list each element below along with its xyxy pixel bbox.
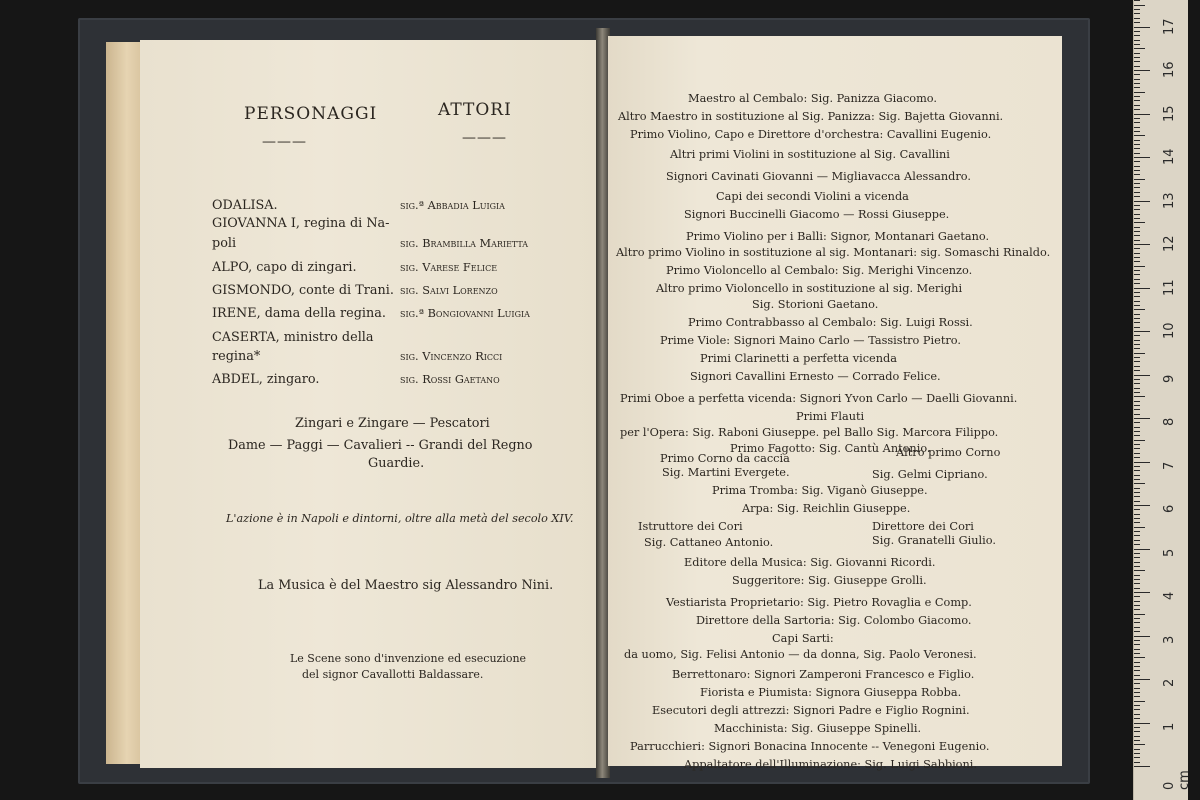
credit-line: Sig. Cattaneo Antonio.	[644, 536, 774, 549]
ruler-tick	[1134, 292, 1140, 293]
ruler-tick	[1134, 675, 1140, 676]
ruler-tick	[1134, 466, 1140, 467]
ruler-tick	[1134, 22, 1140, 23]
credit-line: Primo Violoncello al Cembalo: Sig. Merighi Vincenzo.	[666, 264, 973, 277]
ruler-tick	[1134, 540, 1140, 541]
ruler-tick	[1134, 161, 1140, 162]
ruler-tick	[1134, 422, 1140, 423]
ruler-tick	[1134, 314, 1140, 315]
ruler-tick	[1134, 479, 1140, 480]
ruler-tick	[1134, 266, 1145, 267]
ruler-tick	[1134, 261, 1140, 262]
ruler-tick	[1134, 109, 1140, 110]
ruler-tick	[1134, 61, 1140, 62]
credit-line: Altro primo Corno	[896, 446, 1001, 459]
ruler-tick	[1134, 662, 1140, 663]
ruler-tick	[1134, 100, 1140, 101]
ruler-number: 14	[1162, 148, 1177, 165]
credit-line: Altro Maestro in sostituzione al Sig. Panizza: Sig. Bajetta Giovanni.	[618, 110, 1004, 123]
credit-line: Fiorista e Piumista: Signora Giuseppa Robba.	[700, 686, 962, 699]
ruler-tick	[1134, 205, 1140, 206]
credit-line: Editore della Musica: Sig. Giovanni Ricordi.	[684, 556, 936, 569]
ruler-tick	[1134, 27, 1150, 28]
measurement-ruler	[1133, 0, 1192, 800]
ruler-tick	[1134, 688, 1140, 689]
ruler-tick	[1134, 744, 1145, 745]
ruler-tick	[1134, 153, 1140, 154]
ruler-tick	[1134, 44, 1140, 45]
ruler-tick	[1134, 701, 1145, 702]
ruler-tick	[1134, 253, 1140, 254]
ruler-unit-label: 0 cm	[1162, 770, 1192, 790]
cast-actor: sig. Vincenzo Ricci	[400, 350, 503, 363]
ruler-tick	[1134, 575, 1140, 576]
ruler-tick	[1134, 0, 1140, 1]
ruler-tick	[1134, 462, 1150, 463]
ruler-tick	[1134, 140, 1140, 141]
ruler-tick	[1134, 570, 1145, 571]
ruler-tick	[1134, 383, 1140, 384]
credit-line: Signori Cavallini Ernesto — Corrado Felice.	[690, 370, 941, 383]
ruler-number: 2	[1162, 678, 1177, 687]
ruler-tick	[1134, 353, 1145, 354]
cast-role: ABDEL, zingaro.	[212, 372, 320, 387]
ruler-tick	[1134, 649, 1140, 650]
ruler-tick	[1134, 657, 1145, 658]
ruler-tick	[1134, 757, 1140, 758]
cast-actor: sig. Salvi Lorenzo	[400, 284, 498, 297]
ruler-tick	[1134, 279, 1140, 280]
ruler-tick	[1134, 679, 1150, 680]
ruler-tick	[1134, 592, 1150, 593]
ruler-tick	[1134, 431, 1140, 432]
ruler-tick	[1134, 322, 1140, 323]
ruler-tick	[1134, 274, 1140, 275]
credit-line: Prima Tromba: Sig. Viganò Giuseppe.	[712, 484, 928, 497]
ruler-tick	[1134, 405, 1140, 406]
ruler-tick	[1134, 87, 1140, 88]
ruler-tick	[1134, 601, 1140, 602]
ruler-tick	[1134, 753, 1140, 754]
ruler-tick	[1134, 736, 1140, 737]
ruler-tick	[1134, 470, 1140, 471]
ruler-tick	[1134, 170, 1140, 171]
ruler-tick	[1134, 388, 1140, 389]
ruler-tick	[1134, 183, 1140, 184]
ruler-tick	[1134, 562, 1140, 563]
cast-role: IRENE, dama della regina.	[212, 306, 386, 321]
credit-line: Macchinista: Sig. Giuseppe Spinelli.	[714, 722, 922, 735]
ruler-tick	[1134, 596, 1140, 597]
ruler-tick	[1134, 31, 1140, 32]
ruler-tick	[1134, 327, 1140, 328]
credit-line: Parrucchieri: Signori Bonacina Innocente -- Venegoni Eugenio.	[630, 740, 990, 753]
ruler-tick	[1134, 444, 1140, 445]
header-rule-right: ———	[462, 130, 507, 146]
ruler-tick	[1134, 488, 1140, 489]
ruler-tick	[1134, 9, 1140, 10]
ruler-number: 5	[1162, 548, 1177, 557]
extras-line-1: Zingari e Zingare — Pescatori	[295, 416, 490, 431]
cast-actor: sig.ª Bongiovanni Luigia	[400, 307, 530, 320]
ruler-number: 4	[1162, 591, 1177, 600]
ruler-tick	[1134, 179, 1145, 180]
ruler-tick	[1134, 396, 1145, 397]
ruler-tick	[1134, 501, 1140, 502]
cast-actor: sig. Varese Felice	[400, 261, 498, 274]
scenes-line-2: del signor Cavallotti Baldassare.	[302, 668, 484, 681]
extras-line-3: Guardie.	[368, 456, 425, 471]
ruler-tick	[1134, 653, 1140, 654]
ruler-tick	[1134, 727, 1140, 728]
ruler-number: 10	[1162, 322, 1177, 339]
ruler-tick	[1134, 636, 1150, 637]
cast-actor: sig. Rossi Gaetano	[400, 373, 500, 386]
credit-line: Altri primi Violini in sostituzione al Sig. Cavallini	[670, 148, 950, 161]
ruler-tick	[1134, 148, 1140, 149]
ruler-tick	[1134, 401, 1140, 402]
credit-line: Sig. Martini Evergete.	[662, 466, 790, 479]
cast-role: GISMONDO, conte di Trani.	[212, 283, 394, 298]
ruler-tick	[1134, 696, 1140, 697]
credit-line: Primi Oboe a perfetta vicenda: Signori Yvon Carlo — Daelli Giovanni.	[620, 392, 1018, 405]
ruler-tick	[1134, 366, 1140, 367]
ruler-tick	[1134, 514, 1140, 515]
ruler-tick	[1134, 5, 1145, 6]
ruler-tick	[1134, 644, 1140, 645]
ruler-tick	[1134, 518, 1140, 519]
ruler-number: 13	[1162, 191, 1177, 209]
ruler-tick	[1134, 509, 1140, 510]
ruler-tick	[1134, 214, 1140, 215]
credit-line: Direttore della Sartoria: Sig. Colombo Giacomo.	[696, 614, 972, 627]
ruler-tick	[1134, 427, 1140, 428]
ruler-tick	[1134, 174, 1140, 175]
credit-line: Arpa: Sig. Reichlin Giuseppe.	[742, 502, 911, 515]
credit-line: Sig. Granatelli Giulio.	[872, 534, 996, 547]
ruler-tick	[1134, 131, 1140, 132]
ruler-tick	[1134, 627, 1140, 628]
ruler-tick	[1134, 79, 1140, 80]
ruler-tick	[1134, 418, 1150, 419]
ruler-tick	[1134, 483, 1145, 484]
credit-line: Capi dei secondi Violini a vicenda	[716, 190, 909, 203]
ruler-tick	[1134, 335, 1140, 336]
ruler-tick	[1134, 270, 1140, 271]
ruler-tick	[1134, 492, 1140, 493]
ruler-tick	[1134, 296, 1140, 297]
ruler-tick	[1134, 409, 1140, 410]
ruler-number: 15	[1162, 104, 1177, 122]
ruler-tick	[1134, 640, 1140, 641]
cast-role: ALPO, capo di zingari.	[212, 260, 357, 275]
ruler-tick	[1134, 92, 1145, 93]
ruler-tick	[1134, 283, 1140, 284]
ruler-tick	[1134, 187, 1140, 188]
scenes-line-1: Le Scene sono d'invenzione ed esecuzione	[290, 652, 527, 665]
ruler-tick	[1134, 749, 1140, 750]
ruler-tick	[1134, 588, 1140, 589]
ruler-tick	[1134, 13, 1140, 14]
ruler-tick	[1134, 40, 1140, 41]
ruler-tick	[1134, 505, 1150, 506]
ruler-number: 3	[1162, 635, 1177, 644]
credit-line: Berrettonaro: Signori Zamperoni Francesco e Figlio.	[672, 668, 975, 681]
ruler-tick	[1134, 496, 1140, 497]
setting-note: L'azione è in Napoli e dintorni, oltre alla metà del secolo XIV.	[226, 512, 574, 525]
ruler-tick	[1134, 414, 1140, 415]
page-edge-strip	[106, 42, 144, 764]
ruler-tick	[1134, 135, 1145, 136]
ruler-tick	[1134, 692, 1140, 693]
ruler-tick	[1134, 209, 1140, 210]
ruler-tick	[1134, 318, 1140, 319]
ruler-tick	[1134, 235, 1140, 236]
ruler-tick	[1134, 74, 1140, 75]
ruler-tick	[1134, 53, 1140, 54]
header-rule-left: ———	[262, 134, 307, 150]
ruler-tick	[1134, 605, 1140, 606]
cast-actor: sig.ª Abbadia Luigia	[400, 199, 505, 212]
ruler-tick	[1134, 201, 1150, 202]
cast-role: ODALISA.	[212, 198, 278, 213]
ruler-tick	[1134, 714, 1140, 715]
cast-role: regina*	[212, 349, 261, 364]
ruler-tick	[1134, 583, 1140, 584]
ruler-tick	[1134, 257, 1140, 258]
ruler-tick	[1134, 531, 1140, 532]
ruler-tick	[1134, 57, 1140, 58]
ruler-tick	[1134, 357, 1140, 358]
ruler-tick	[1134, 731, 1140, 732]
ruler-tick	[1134, 705, 1140, 706]
ruler-tick	[1134, 114, 1150, 115]
ruler-tick	[1134, 166, 1140, 167]
ruler-tick	[1134, 522, 1140, 523]
credit-line: Primi Clarinetti a perfetta vicenda	[700, 352, 897, 365]
credit-line: Appaltatore dell'Illuminazione: Sig. Luigi Sabbioni.	[684, 758, 977, 771]
credit-line: Primo Fagotto: Sig. Cantù Antonio.	[730, 442, 931, 455]
cast-role: GIOVANNA I, regina di Na-	[212, 216, 390, 231]
extras-line-2: Dame — Paggi — Cavalieri -- Grandi del Regno	[228, 438, 533, 453]
ruler-tick	[1134, 709, 1140, 710]
ruler-number: 1	[1162, 722, 1177, 731]
ruler-tick	[1134, 440, 1145, 441]
ruler-tick	[1134, 340, 1140, 341]
ruler-number: 8	[1162, 417, 1177, 426]
ruler-tick	[1134, 683, 1140, 684]
credit-line: Signori Cavinati Giovanni — Migliavacca Alessandro.	[666, 170, 971, 183]
credit-line: Suggeritore: Sig. Giuseppe Grolli.	[732, 574, 927, 587]
ruler-tick	[1134, 222, 1145, 223]
ruler-tick	[1134, 723, 1150, 724]
ruler-number: 9	[1162, 374, 1177, 383]
right-page	[608, 36, 1062, 771]
ruler-tick	[1134, 618, 1140, 619]
ruler-tick	[1134, 70, 1150, 71]
ruler-tick	[1134, 309, 1145, 310]
credit-line: Altro primo Violoncello in sostituzione al sig. Merighi	[656, 282, 963, 295]
ruler-tick	[1134, 348, 1140, 349]
ruler-tick	[1134, 549, 1150, 550]
ruler-tick	[1134, 631, 1140, 632]
credit-line: Primo Contrabbasso al Cembalo: Sig. Luigi Rossi.	[688, 316, 973, 329]
ruler-tick	[1134, 144, 1140, 145]
ruler-tick	[1134, 127, 1140, 128]
ruler-tick	[1134, 453, 1140, 454]
ruler-number: 11	[1162, 278, 1177, 296]
ruler-tick	[1134, 718, 1140, 719]
ruler-tick	[1134, 762, 1140, 763]
credit-line: Primo Corno da caccia	[660, 452, 790, 465]
ruler-tick	[1134, 622, 1140, 623]
ruler-tick	[1134, 96, 1140, 97]
credit-line: Primo Violino, Capo e Direttore d'orchestra: Cavallini Eugenio.	[630, 128, 992, 141]
credit-line: Esecutori degli attrezzi: Signori Padre e Figlio Rognini.	[652, 704, 970, 717]
ruler-tick	[1134, 331, 1150, 332]
cast-role: CASERTA, ministro della	[212, 330, 374, 345]
ruler-tick	[1134, 566, 1140, 567]
header-personaggi: PERSONAGGI	[244, 104, 378, 124]
ruler-tick	[1134, 35, 1140, 36]
ruler-tick	[1134, 122, 1140, 123]
ruler-tick	[1134, 18, 1140, 19]
left-page	[140, 40, 598, 768]
ruler-tick	[1134, 579, 1140, 580]
cast-actor: sig. Brambilla Marietta	[400, 237, 529, 250]
ruler-tick	[1134, 544, 1140, 545]
ruler-tick	[1134, 227, 1140, 228]
credit-line: Maestro al Cembalo: Sig. Panizza Giacomo.	[688, 92, 937, 105]
ruler-tick	[1134, 196, 1140, 197]
ruler-tick	[1134, 361, 1140, 362]
header-attori: ATTORI	[438, 100, 512, 120]
ruler-tick	[1134, 305, 1140, 306]
ruler-tick	[1134, 527, 1145, 528]
ruler-number: 16	[1162, 61, 1177, 78]
ruler-tick	[1134, 392, 1140, 393]
ruler-tick	[1134, 609, 1140, 610]
credit-line: Sig. Storioni Gaetano.	[752, 298, 879, 311]
credit-line: Sig. Gelmi Cipriano.	[872, 468, 988, 481]
credit-line: Primi Flauti	[796, 410, 865, 423]
ruler-tick	[1134, 231, 1140, 232]
ruler-tick	[1134, 614, 1145, 615]
credit-line: Capi Sarti:	[772, 632, 834, 645]
ruler-tick	[1134, 740, 1140, 741]
ruler-tick	[1134, 670, 1140, 671]
ruler-number: 12	[1162, 235, 1177, 252]
ruler-tick	[1134, 218, 1140, 219]
ruler-tick	[1134, 192, 1140, 193]
credit-line: Vestiarista Proprietario: Sig. Pietro Rovaglia e Comp.	[666, 596, 972, 609]
ruler-tick	[1134, 240, 1140, 241]
ruler-tick	[1134, 557, 1140, 558]
credit-line: Altro primo Violino in sostituzione al sig. Montanari: sig. Somaschi Rinaldo.	[616, 246, 1051, 259]
ruler-tick	[1134, 66, 1140, 67]
ruler-tick	[1134, 370, 1140, 371]
credit-line: Primo Violino per i Balli: Signor, Montanari Gaetano.	[686, 230, 990, 243]
ruler-tick	[1134, 448, 1140, 449]
music-credit: La Musica è del Maestro sig Alessandro Nini.	[258, 578, 554, 593]
ruler-tick	[1134, 248, 1140, 249]
ruler-tick	[1134, 118, 1140, 119]
credit-line: Istruttore dei Cori	[638, 520, 743, 533]
ruler-number: 7	[1162, 461, 1177, 470]
ruler-tick	[1134, 535, 1140, 536]
ruler-tick	[1134, 379, 1140, 380]
ruler-tick	[1134, 375, 1150, 376]
credit-line: Direttore dei Cori	[872, 520, 974, 533]
credit-line: da uomo, Sig. Felisi Antonio — da donna, Sig. Paolo Veronesi.	[624, 648, 977, 661]
cast-role: poli	[212, 236, 237, 251]
ruler-number: 6	[1162, 504, 1177, 513]
ruler-tick	[1134, 553, 1140, 554]
ruler-tick	[1134, 475, 1140, 476]
ruler-tick	[1134, 344, 1140, 345]
ruler-tick	[1134, 766, 1150, 767]
ruler-tick	[1134, 301, 1140, 302]
ruler-tick	[1134, 105, 1140, 106]
credit-line: per l'Opera: Sig. Raboni Giuseppe. pel Ballo Sig. Marcora Filippo.	[620, 426, 999, 439]
ruler-tick	[1134, 435, 1140, 436]
ruler-tick	[1134, 48, 1145, 49]
credit-line: Prime Viole: Signori Maino Carlo — Tassistro Pietro.	[660, 334, 961, 347]
ruler-tick	[1134, 666, 1140, 667]
ruler-tick	[1134, 457, 1140, 458]
ruler-tick	[1134, 83, 1140, 84]
ruler-tick	[1134, 157, 1150, 158]
ruler-number: 17	[1162, 17, 1177, 35]
ruler-tick	[1134, 288, 1150, 289]
credit-line: Signori Buccinelli Giacomo — Rossi Giuseppe.	[684, 208, 950, 221]
ruler-tick	[1134, 244, 1150, 245]
